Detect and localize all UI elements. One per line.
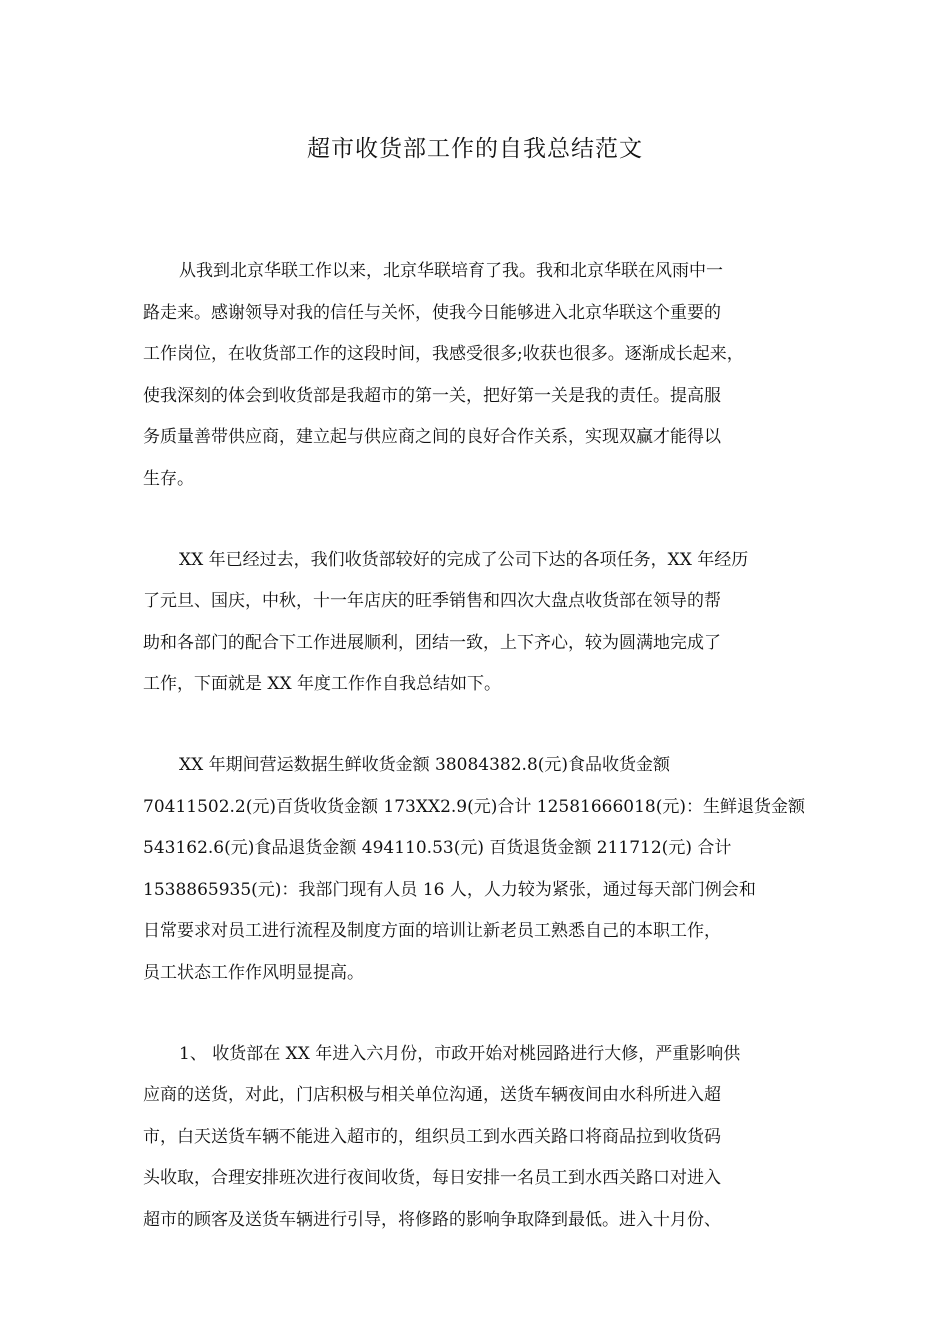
- text-line: 使我深刻的体会到收货部是我超市的第一关，把好第一关是我的责任。提高服: [143, 385, 721, 406]
- text-line: 超市的顾客及送货车辆进行引导，将修路的影响争取降到最低。进入十月份、: [143, 1209, 721, 1230]
- text-line: 助和各部门的配合下工作进展顺利，团结一致，上下齐心，较为圆满地完成了: [143, 632, 721, 653]
- document-title: 超市收货部工作的自我总结范文: [307, 136, 643, 162]
- text-line: 了元旦、国庆，中秋，十一年店庆的旺季销售和四次大盘点收货部在领导的帮: [143, 591, 721, 612]
- paragraph-2: [143, 540, 808, 706]
- text-line: 543162.6(元)食品退货金额 494110.53(元) 百货退货金额 211712(元) 合计: [143, 838, 732, 859]
- text-line: 生存。: [143, 468, 194, 489]
- text-line: 市，白天送货车辆不能进入超市的，组织员工到水西关路口将商品拉到收货码: [143, 1126, 721, 1147]
- document-body: [143, 251, 808, 1280]
- text-line: 头收取，合理安排班次进行夜间收货，每日安排一名员工到水西关路口对进入: [143, 1168, 721, 1189]
- text-line: XX 年已经过去，我们收货部较好的完成了公司下达的各项任务，XX 年经历: [179, 549, 749, 570]
- paragraph-3: [143, 745, 808, 995]
- paragraph-4: [143, 1034, 808, 1242]
- text-line: 应商的送货，对此，门店积极与相关单位沟通，送货车辆夜间由水科所进入超: [143, 1085, 721, 1106]
- text-line: 1538865935(元)：我部门现有人员 16 人，人力较为紧张，通过每天部门例会和: [143, 879, 756, 900]
- text-line: 70411502.2(元)百货收货金额 173XX2.9(元)合计 12581666018(元)：生鲜退货金额: [143, 796, 806, 817]
- text-line: 工作，下面就是 XX 年度工作作自我总结如下。: [143, 674, 502, 695]
- text-line: 员工状态工作作风明显提高。: [143, 962, 364, 983]
- text-line: 务质量善带供应商，建立起与供应商之间的良好合作关系，实现双赢才能得以: [143, 427, 721, 448]
- text-line: 路走来。感谢领导对我的信任与关怀，使我今日能够进入北京华联这个重要的: [143, 302, 721, 323]
- paragraph-1: [143, 251, 808, 501]
- text-line: 工作岗位，在收货部工作的这段时间，我感受很多;收获也很多。逐渐成长起来，: [143, 344, 744, 365]
- text-line: 日常要求对员工进行流程及制度方面的培训让新老员工熟悉自己的本职工作，: [143, 921, 721, 942]
- text-line: 从我到北京华联工作以来，北京华联培育了我。我和北京华联在风雨中一: [179, 261, 723, 281]
- text-line: XX 年期间营运数据生鲜收货金额 38084382.8(元)食品收货金额: [179, 754, 671, 775]
- text-line: 1、 收货部在 XX 年进入六月份，市政开始对桃园路进行大修，严重影响供: [179, 1043, 741, 1064]
